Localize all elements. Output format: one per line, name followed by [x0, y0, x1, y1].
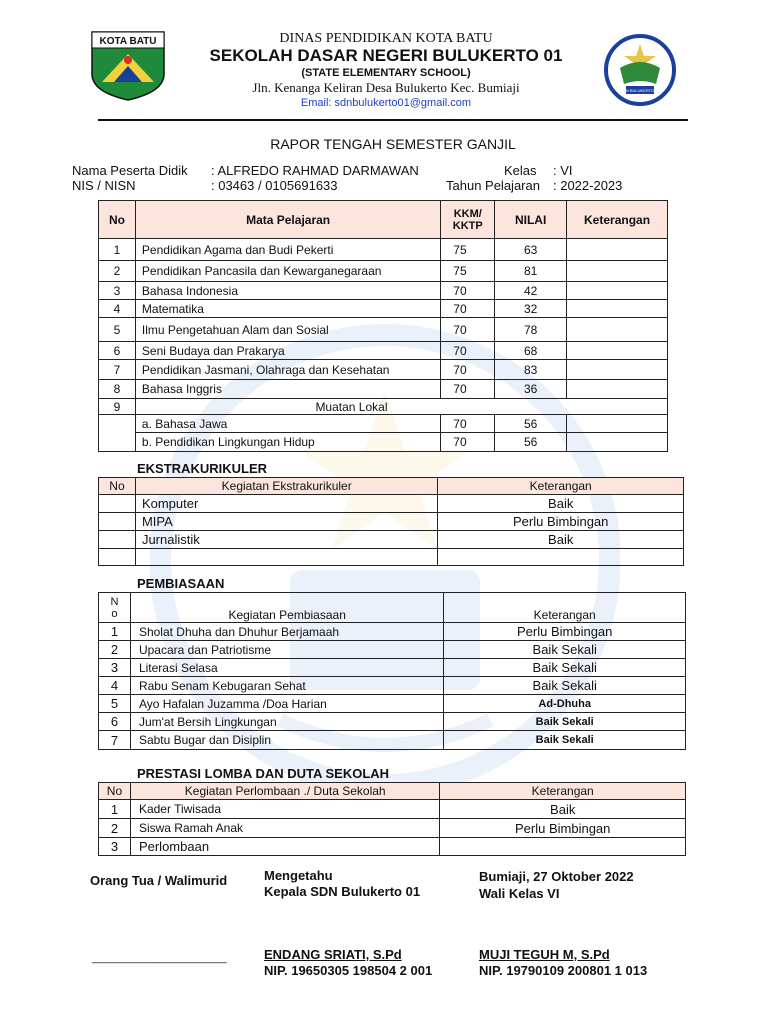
col-no: N o — [99, 593, 131, 623]
school-subtitle: (STATE ELEMENTARY SCHOOL) — [301, 67, 471, 79]
school-address: Jln. Kenanga Keliran Desa Bulukerto Kec. Bumiaji — [252, 80, 520, 95]
parent-signature-label: Orang Tua / Walimurid — [90, 873, 228, 888]
col-score: NILAI — [495, 201, 567, 239]
row-no: 2 — [99, 641, 131, 659]
parent-signature-line: ______________________ — [92, 952, 227, 964]
nis-label: NIS / NISN — [72, 178, 136, 193]
homeroom-title: Wali Kelas VI — [479, 886, 560, 901]
row-note: Perlu Bimbingan — [440, 819, 686, 838]
row-subject: Bahasa Inggris — [135, 380, 440, 399]
row-activity: Ayo Hafalan Juzamma /Doa Harian — [130, 695, 443, 713]
table-row — [99, 415, 668, 433]
school-email: Email: sdnbulukerto01@gmail.com — [300, 97, 472, 109]
table-row — [99, 819, 686, 838]
table-row — [99, 677, 686, 695]
svg-text:KOTA BATU: KOTA BATU — [99, 36, 157, 47]
row-score: 83 — [495, 360, 567, 380]
row-note: Perlu Bimbingan — [438, 513, 684, 531]
agency-name: DINAS PENDIDIKAN KOTA BATU — [279, 31, 493, 46]
row-no: 5 — [99, 695, 131, 713]
principal-acknowledge: Mengetahu — [264, 868, 333, 883]
habits-title: PEMBIASAAN — [137, 576, 225, 591]
row-note — [567, 300, 668, 318]
principal-title: Kepala SDN Bulukerto 01 — [264, 884, 421, 899]
table-row — [99, 495, 684, 513]
row-score: 78 — [495, 318, 567, 342]
principal-nip: NIP. 19650305 198504 2 001 — [264, 963, 433, 978]
row-note — [567, 342, 668, 360]
sdn-bulukerto-logo — [604, 34, 676, 106]
report-date: Bumiaji, 27 Oktober 2022 — [479, 869, 634, 884]
report-title: RAPOR TENGAH SEMESTER GANJIL — [270, 136, 516, 152]
row-kkm: 70 — [441, 380, 495, 399]
row-note — [567, 261, 668, 282]
table-row — [99, 282, 668, 300]
row-note: Baik — [438, 531, 684, 549]
homeroom-teacher-nip: NIP. 19790109 200801 1 013 — [479, 963, 648, 978]
row-kkm: 70 — [441, 282, 495, 300]
row-activity: Perlombaan — [130, 838, 439, 856]
row-note — [438, 549, 684, 566]
student-name-label: Nama Peserta Didik — [72, 163, 188, 178]
row-note — [567, 239, 668, 261]
row-kkm: 70 — [441, 433, 495, 452]
row-note: Baik Sekali — [444, 713, 686, 731]
table-row — [99, 659, 686, 677]
row-no: 4 — [99, 677, 131, 695]
table-row — [99, 623, 686, 641]
row-note: Baik Sekali — [444, 641, 686, 659]
row-subject: Seni Budaya dan Prakarya — [135, 342, 440, 360]
col-kkm: KKM/ KKTP — [441, 201, 495, 239]
row-score: 32 — [495, 300, 567, 318]
col-note: Keterangan — [444, 593, 686, 623]
grades-table — [98, 200, 668, 452]
col-no: No — [99, 201, 136, 239]
row-kkm: 70 — [441, 318, 495, 342]
row-no: 3 — [99, 838, 131, 856]
col-note: Keterangan — [438, 478, 684, 495]
row-activity: Sholat Dhuha dan Dhuhur Berjamaah — [130, 623, 443, 641]
row-activity: Jurnalistik — [135, 531, 437, 549]
year-label: Tahun Pelajaran — [446, 178, 540, 193]
row-no: 1 — [99, 623, 131, 641]
header-divider — [98, 119, 688, 121]
row-no: 7 — [99, 731, 131, 750]
row-kkm: 75 — [441, 261, 495, 282]
row-score: 56 — [495, 433, 567, 452]
table-row — [99, 713, 686, 731]
table-row — [99, 800, 686, 819]
row-note — [567, 318, 668, 342]
row-score: 63 — [495, 239, 567, 261]
row-subject: a. Bahasa Jawa — [135, 415, 440, 433]
row-activity: Sabtu Bugar dan Disiplin — [130, 731, 443, 750]
row-note: Ad-Dhuha — [444, 695, 686, 713]
nis-value: : 03463 / 0105691633 — [211, 178, 338, 193]
extracurricular-table — [98, 477, 684, 566]
row-no: 6 — [99, 342, 136, 360]
row-no: 5 — [99, 318, 136, 342]
principal-name: ENDANG SRIATI, S.Pd — [264, 947, 402, 962]
student-name-value: : ALFREDO RAHMAD DARMAWAN — [211, 163, 419, 178]
row-kkm: 75 — [441, 239, 495, 261]
table-row — [99, 549, 684, 566]
extracurricular-title: EKSTRAKURIKULER — [137, 461, 267, 476]
row-subject: Ilmu Pengetahuan Alam dan Sosial — [135, 318, 440, 342]
row-note: Perlu Bimbingan — [444, 623, 686, 641]
col-no: No — [99, 478, 136, 495]
local-content-label: Muatan Lokal — [135, 399, 667, 415]
row-activity — [135, 549, 437, 566]
table-row — [99, 261, 668, 282]
row-subject: Matematika — [135, 300, 440, 318]
table-row — [99, 239, 668, 261]
row-score: 68 — [495, 342, 567, 360]
table-row — [99, 360, 668, 380]
svg-text:SDN BULUKERTO 01: SDN BULUKERTO 01 — [620, 88, 660, 93]
col-activity: Kegiatan Perlombaan ./ Duta Sekolah — [130, 783, 439, 800]
table-row — [99, 531, 684, 549]
table-row — [99, 300, 668, 318]
class-value: : VI — [553, 163, 573, 178]
row-note: Baik Sekali — [444, 677, 686, 695]
table-row — [99, 641, 686, 659]
row-activity: MIPA — [135, 513, 437, 531]
table-row — [99, 513, 684, 531]
row-score: 81 — [495, 261, 567, 282]
row-note — [440, 838, 686, 856]
table-row — [99, 380, 668, 399]
class-label: Kelas — [504, 163, 537, 178]
col-activity: Kegiatan Pembiasaan — [130, 593, 443, 623]
row-no: 8 — [99, 380, 136, 399]
row-subject: Bahasa Indonesia — [135, 282, 440, 300]
row-note: Baik — [440, 800, 686, 819]
col-subject: Mata Pelajaran — [135, 201, 440, 239]
row-note: Baik Sekali — [444, 731, 686, 750]
row-score: 56 — [495, 415, 567, 433]
table-row — [99, 342, 668, 360]
row-note — [567, 282, 668, 300]
row-no: 2 — [99, 819, 131, 838]
row-note: Baik Sekali — [444, 659, 686, 677]
row-activity: Komputer — [135, 495, 437, 513]
row-kkm: 70 — [441, 415, 495, 433]
row-activity: Rabu Senam Kebugaran Sehat — [130, 677, 443, 695]
achievements-title: PRESTASI LOMBA DAN DUTA SEKOLAH — [137, 766, 390, 781]
row-no: 9 — [99, 399, 136, 415]
row-subject: Pendidikan Pancasila dan Kewarganegaraan — [135, 261, 440, 282]
row-no: 6 — [99, 713, 131, 731]
row-no: 3 — [99, 659, 131, 677]
col-activity: Kegiatan Ekstrakurikuler — [135, 478, 437, 495]
row-score: 36 — [495, 380, 567, 399]
table-row — [99, 433, 668, 452]
col-note: Keterangan — [440, 783, 686, 800]
year-value: : 2022-2023 — [553, 178, 623, 193]
table-row — [99, 838, 686, 856]
row-subject: Pendidikan Jasmani, Olahraga dan Kesehatan — [135, 360, 440, 380]
habits-table — [98, 592, 686, 750]
row-no: 3 — [99, 282, 136, 300]
school-name: SEKOLAH DASAR NEGERI BULUKERTO 01 — [209, 46, 563, 65]
row-activity: Jum'at Bersih Lingkungan — [130, 713, 443, 731]
row-no: 2 — [99, 261, 136, 282]
col-note: Keterangan — [567, 201, 668, 239]
row-note: Baik — [438, 495, 684, 513]
table-row — [99, 695, 686, 713]
row-note — [567, 380, 668, 399]
row-score: 42 — [495, 282, 567, 300]
row-kkm: 70 — [441, 300, 495, 318]
table-row — [99, 731, 686, 750]
row-activity: Literasi Selasa — [130, 659, 443, 677]
table-row — [99, 399, 668, 415]
row-note — [567, 360, 668, 380]
kota-batu-logo — [88, 30, 168, 102]
row-kkm: 70 — [441, 360, 495, 380]
row-no: 1 — [99, 800, 131, 819]
row-subject: Pendidikan Agama dan Budi Pekerti — [135, 239, 440, 261]
row-kkm: 70 — [441, 342, 495, 360]
achievements-table — [98, 782, 686, 856]
row-activity: Kader Tiwisada — [130, 800, 439, 819]
row-activity: Upacara dan Patriotisme — [130, 641, 443, 659]
row-no: 7 — [99, 360, 136, 380]
homeroom-teacher-name: MUJI TEGUH M, S.Pd — [479, 947, 610, 962]
col-no: No — [99, 783, 131, 800]
row-no: 1 — [99, 239, 136, 261]
row-subject: b. Pendidikan Lingkungan Hidup — [135, 433, 440, 452]
table-row — [99, 318, 668, 342]
row-no: 4 — [99, 300, 136, 318]
row-activity: Siswa Ramah Anak — [130, 819, 439, 838]
